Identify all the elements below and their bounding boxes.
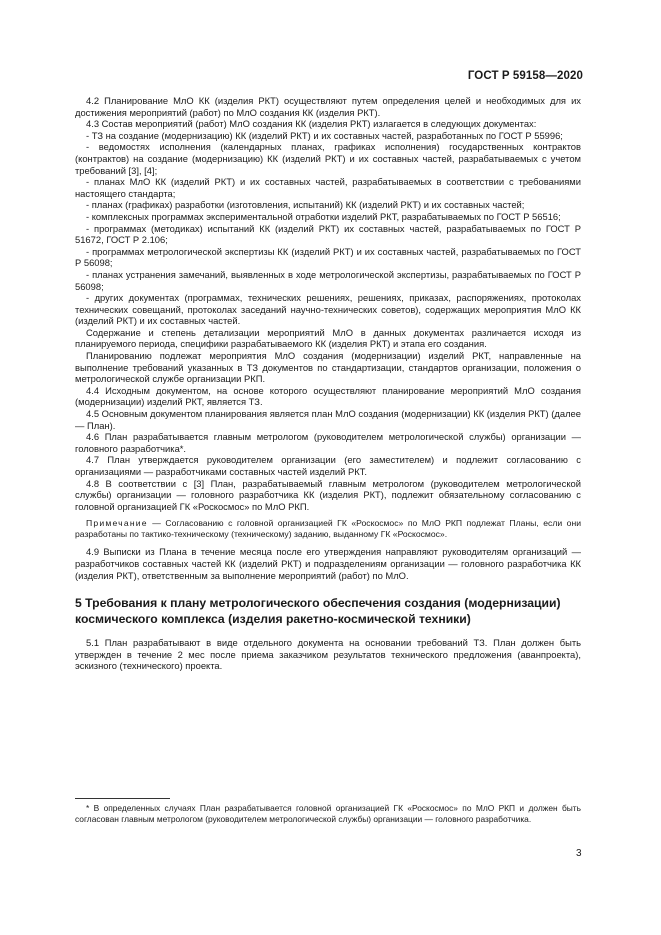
paragraph-4-5: 4.5 Основным документом планирования является план МлО создания (модернизации) КК (изделия РКТ) (далее — План). xyxy=(75,408,581,431)
list-item: - других документах (программах, технических решениях, решениях, приказах, распоряжениях, протоколах технических совещаний, протоколах заседаний научно-технических советов), содержащих мероприятия МлО КК (изделий РКТ) и их составных частей. xyxy=(75,292,581,327)
paragraph-4-2: 4.2 Планирование МлО КК (изделия РКТ) осуществляют путем определения целей и необходимых для их достижения мероприятий (работ) по МлО создания КК (изделия РКТ). xyxy=(75,95,581,118)
paragraph-5-1: 5.1 План разрабатывают в виде отдельного документа на основании требований ТЗ. План должен быть утвержден в течение 2 мес после приема заказчиком результатов технического предложения (аванпроекта), эскизного (технического) проекта. xyxy=(75,637,581,672)
paragraph-4-7: 4.7 План утверждается руководителем организации (его заместителем) и подлежит согласованию с организациями — разработчиками составных частей изделий РКТ. xyxy=(75,454,581,477)
paragraph-content-detail: Содержание и степень детализации мероприятий МлО в данных документах различается исходя из планируемого периода, специфики разрабатываемого КК (изделия РКТ) и этапа его создания. xyxy=(75,326,581,350)
note-label: Примечание xyxy=(86,518,148,529)
list-item: - комплексных программах экспериментальной отработки изделий РКТ, разрабатываемых по ГОСТ Р 56516; xyxy=(86,210,561,222)
page-body xyxy=(75,95,581,672)
paragraph-4-8: 4.8 В соответствии с [3] План, разрабатываемый главным метрологом (руководителем метрологической службы) организации — головного разработчика КК (изделия РКТ), подлежит обязательному согласованию с головной организацией ГК «Роскосмос» по МлО РКП. xyxy=(75,477,581,512)
list-item: - планах МлО КК (изделий РКТ) и их составных частей, разрабатываемых в соответствии с требованиями настоящего стандарта; xyxy=(75,176,581,199)
section-title: 5 Требования к плану метрологического обеспечения создания (модернизации) космического комплекса (изделия ракетно-космической техники) xyxy=(75,596,561,627)
paragraph-4-4: 4.4 Исходным документом, на основе которого осуществляют планирование мероприятий МлО создания (модернизации) изделий РКТ, является ТЗ. xyxy=(75,384,581,408)
list-item: - планах (графиках) разработки (изготовления, испытаний) КК (изделий РКТ) и их составных частей; xyxy=(86,199,525,211)
footnote: * В определенных случаях План разрабатывается головной организацией ГК «Роскосмос» по МлО РКП и должен быть согласован главным метрологом (руководителем метрологической службы) организации — головного разработчика. xyxy=(75,803,581,824)
paragraph-4-3: 4.3 Состав мероприятий (работ) МлО создания КК (изделия РКТ) излагается в следующих документах: xyxy=(86,118,537,130)
list-item: - планах устранения замечаний, выявленных в ходе метрологической экспертизы, разрабатываемых по ГОСТ Р 56098; xyxy=(75,268,581,292)
note-text: — Согласованию с головной организацией ГК «Роскосмос» по МлО РКП подлежат Планы, если они разработаны по тактико-техническому (техническому) заданию, выданному ГК «Роскосмос». xyxy=(75,518,581,540)
list-item: - программах (методиках) испытаний КК (изделий РКТ) их составных частей, разрабатываемых по ГОСТ Р 51672, ГОСТ Р 2.106; xyxy=(75,222,581,246)
paragraph-planning: Планированию подлежат мероприятия МлО создания (модернизации) изделий РКТ, направленные на выполнение требований указанных в ТЗ документов по стандартизации, стандартов организации, положения о метрологической службе организации РКП. xyxy=(75,350,581,385)
list-item: - программах метрологической экспертизы КК (изделий РКТ) и их составных частей, разрабатываемых по ГОСТ Р 56098; xyxy=(75,245,581,269)
note xyxy=(75,518,581,540)
paragraph-4-6: 4.6 План разрабатывается главным метрологом (руководителем метрологической службы) организации — головного разработчика*. xyxy=(75,431,581,454)
list-item: - ТЗ на создание (модернизацию) КК (изделий РКТ) и их составных частей, разработанных по ГОСТ Р 55996; xyxy=(86,129,563,141)
document-header: ГОСТ Р 59158—2020 xyxy=(467,70,583,82)
list-item: - ведомостях исполнения (календарных планах, графиках исполнения) государственных контрактов (контрактов) на создание (модернизацию) КК (изделий РКТ) и их составных частей, разрабатываемых с учетом требований [3], [4]; xyxy=(75,141,581,176)
footnote-divider xyxy=(75,798,170,799)
paragraph-4-9: 4.9 Выписки из Плана в течение месяца после его утверждения направляют руководителям организаций — разработчиков составных частей КК (изделий РКТ) и подразделениям организации — головного разработчика КК (изделия РКТ), ответственным за выполнение мероприятий (работ) по МлО. xyxy=(75,546,581,581)
page-number: 3 xyxy=(576,848,582,859)
